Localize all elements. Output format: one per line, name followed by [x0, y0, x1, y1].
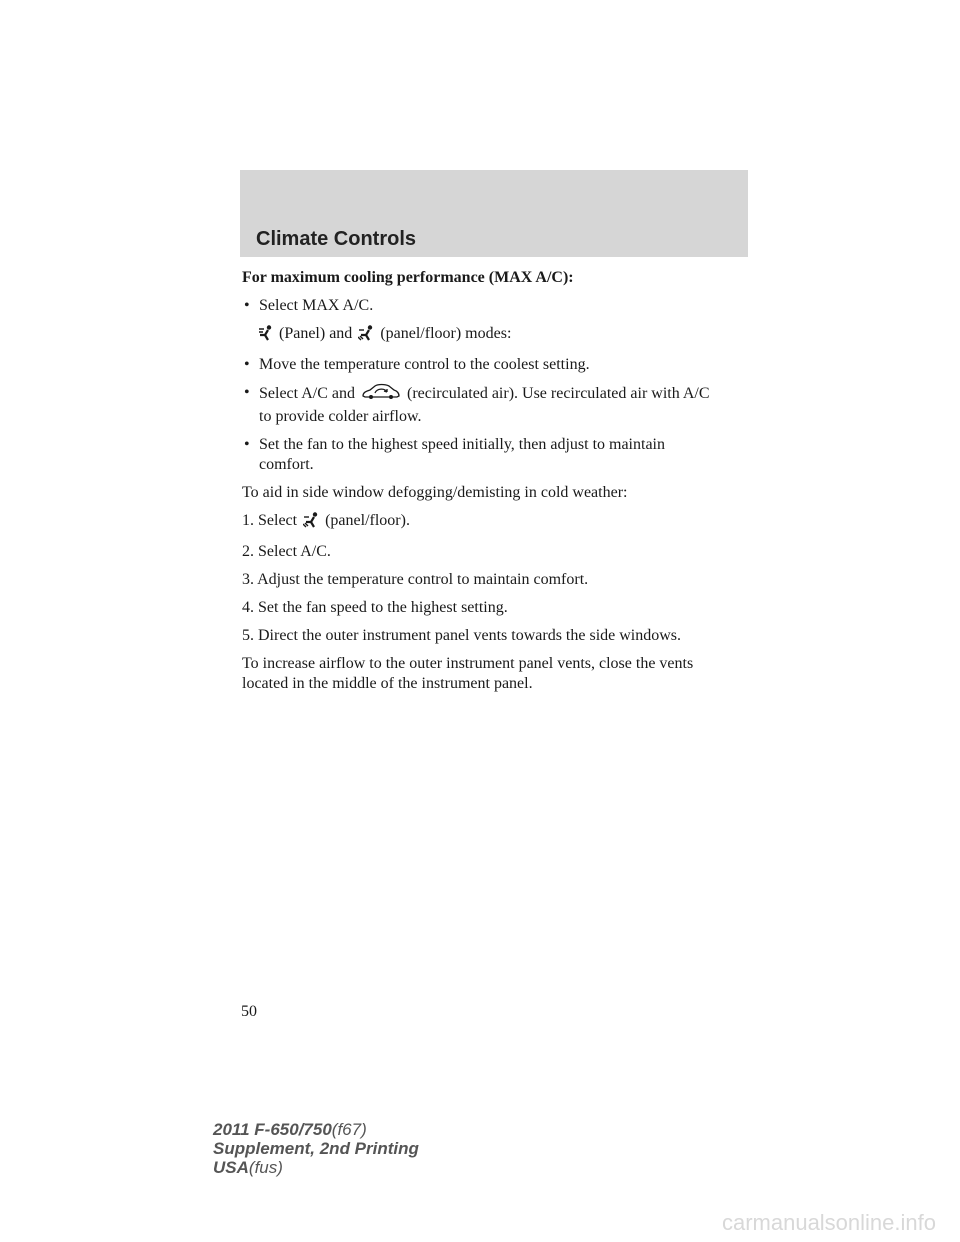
page-content — [242, 268, 762, 702]
airflow-line2: located in the middle of the instrument panel. — [242, 675, 533, 692]
bullet-text: Move the temperature control to the coolest setting. — [259, 356, 590, 373]
recirculated-air-icon — [361, 383, 401, 407]
step-4: 4. Set the fan speed to the highest setting. — [242, 599, 508, 616]
max-cooling-heading: For maximum cooling performance (MAX A/C): — [242, 269, 574, 286]
bullet-recirculation — [242, 383, 762, 427]
panel-floor-mode-icon — [358, 325, 374, 347]
page-number: 50 — [241, 1003, 257, 1020]
step-2: 2. Select A/C. — [242, 543, 331, 560]
airflow-line1: To increase airflow to the outer instrument panel vents, close the vents — [242, 655, 694, 672]
airflow-paragraph — [242, 654, 762, 694]
bullet-text-suffix: (recirculated air). Use recirculated air with A/C — [406, 385, 710, 402]
footer-line-region — [213, 1158, 419, 1177]
mode-line — [242, 324, 762, 347]
step-3: 3. Adjust the temperature control to maintain comfort. — [242, 571, 589, 588]
step-1-suffix: (panel/floor). — [325, 512, 410, 529]
bullet-select-max — [242, 296, 762, 316]
bullet-fan — [242, 435, 762, 475]
panel-floor-mode-icon — [303, 512, 319, 534]
section-title: Climate Controls — [256, 228, 417, 250]
bullet-temperature — [242, 355, 762, 375]
bullet-text-line1: Set the fan to the highest speed initially, then adjust to maintain — [259, 436, 665, 453]
footer-model-code: (f67) — [331, 1120, 367, 1139]
bullet-text-line2: to provide colder airflow. — [259, 408, 422, 425]
bullet-text-prefix: Select A/C and — [259, 385, 355, 402]
step-5: 5. Direct the outer instrument panel vents towards the side windows. — [242, 627, 682, 644]
defog-intro: To aid in side window defogging/demisting in cold weather: — [242, 484, 628, 501]
bullet-dot: • — [244, 297, 250, 314]
footer-line-model — [213, 1120, 419, 1139]
step-1-prefix: 1. Select — [242, 512, 298, 529]
mode-panel-label: (Panel) and — [279, 325, 353, 342]
footer-model: 2011 F-650/750 — [213, 1120, 332, 1139]
footer-region: USA — [213, 1158, 249, 1177]
bullet-dot: • — [244, 356, 250, 373]
bullet-text-line2: comfort. — [259, 456, 314, 473]
footer-printing-info — [213, 1120, 419, 1177]
footer-region-code: (fus) — [248, 1158, 283, 1177]
bullet-dot: • — [244, 384, 250, 401]
bullet-text: Select MAX A/C. — [259, 297, 374, 314]
panel-mode-icon — [259, 325, 273, 347]
mode-panel-floor-label: (panel/floor) modes: — [380, 325, 512, 342]
footer-supplement: Supplement, 2nd Printing — [213, 1139, 419, 1158]
watermark: carmanualsonline.info — [721, 1210, 936, 1235]
bullet-dot: • — [244, 436, 250, 453]
section-header-band — [240, 170, 748, 257]
footer-line-supplement — [213, 1139, 419, 1158]
step-1 — [242, 511, 762, 534]
